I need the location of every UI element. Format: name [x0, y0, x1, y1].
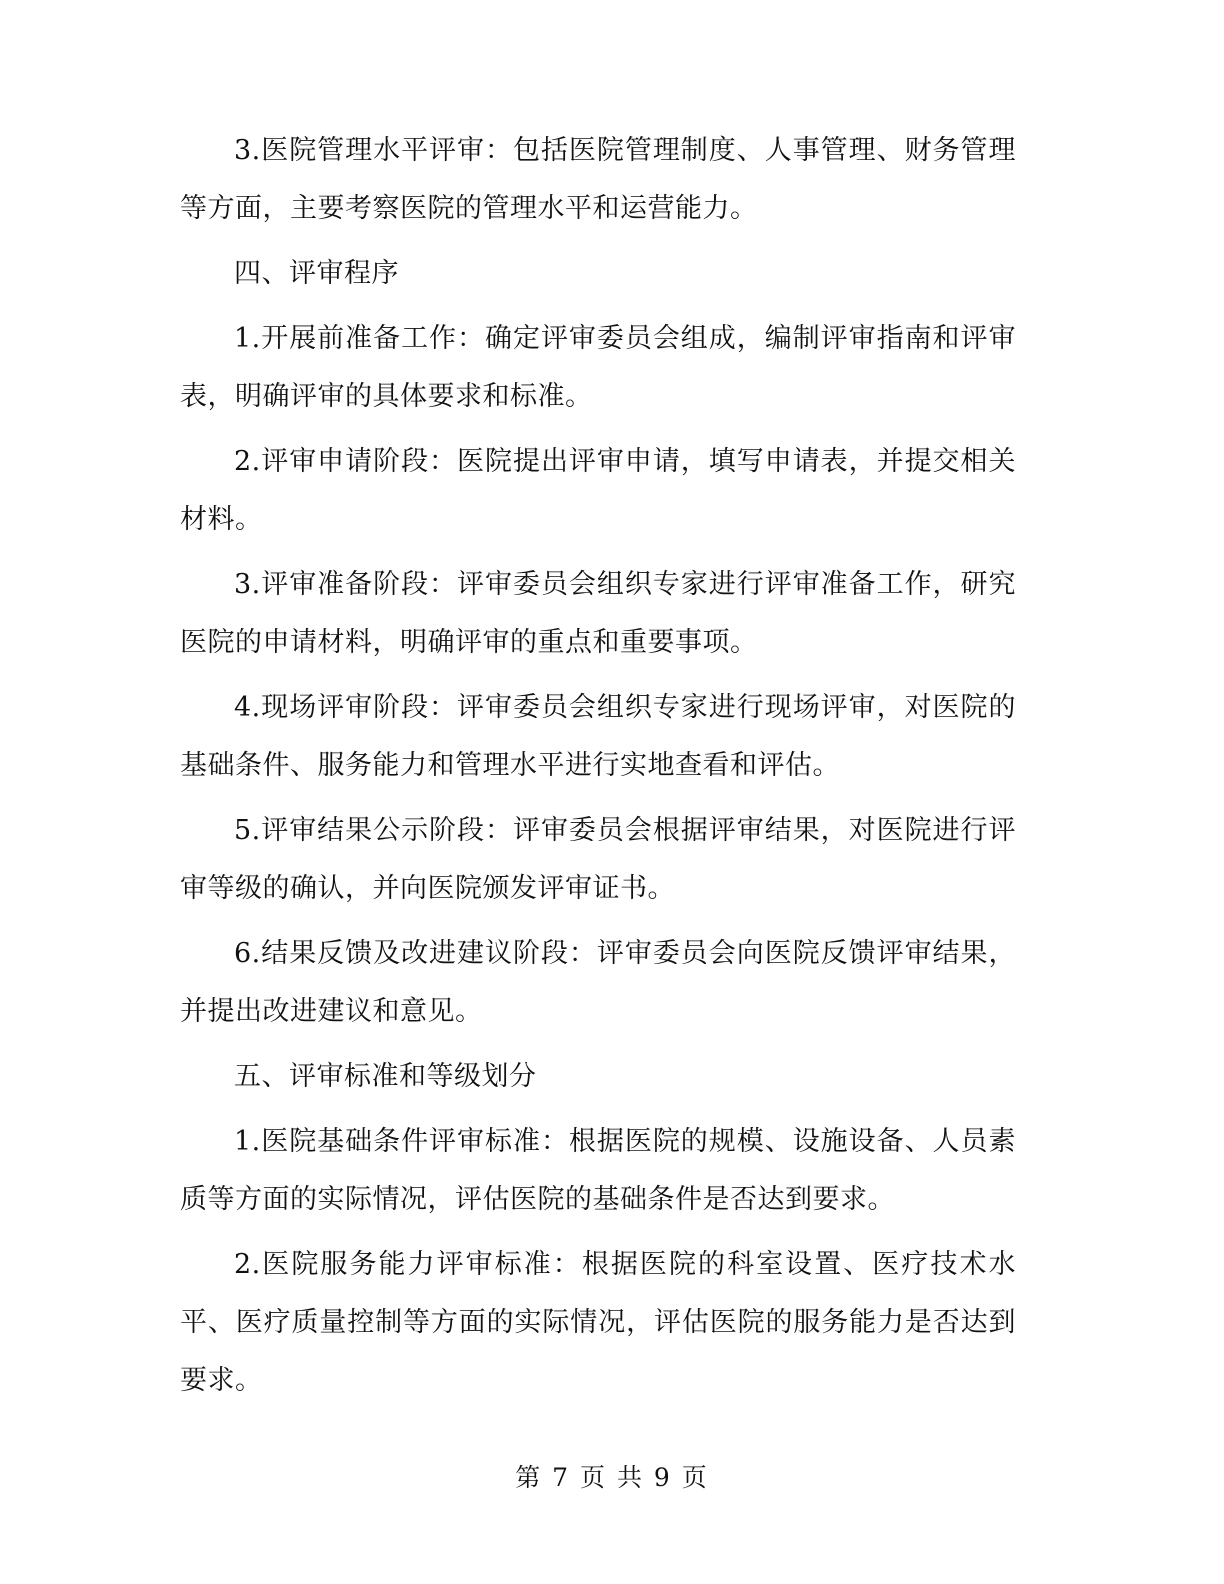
paragraph-preparation: 1.开展前准备工作：确定评审委员会组成，编制评审指南和评审表，明确评审的具体要求和标准。: [180, 323, 1016, 412]
paragraph-result-publicity-stage: 5.评审结果公示阶段：评审委员会根据评审结果，对医院进行评审等级的确认，并向医院颁发评审证书。: [180, 815, 1016, 904]
paragraph-basic-conditions-standard: 1.医院基础条件评审标准：根据医院的规模、设施设备、人员素质等方面的实际情况，评估医院的基础条件是否达到要求。: [180, 1126, 1016, 1215]
paragraph-feedback-stage: 6.结果反馈及改进建议阶段：评审委员会向医院反馈评审结果，并提出改进建议和意见。: [180, 938, 1016, 1027]
section-heading-review-procedure: 四、评审程序: [234, 258, 399, 289]
paragraph-service-capability-standard: 2.医院服务能力评审标准：根据医院的科室设置、医疗技术水平、医疗质量控制等方面的实际情况，评估医院的服务能力是否达到要求。: [180, 1249, 1016, 1396]
page-number-footer: 第 7 页 共 9 页: [515, 1463, 709, 1492]
section-heading-standards-grading: 五、评审标准和等级划分: [234, 1061, 537, 1092]
paragraph-management-review: 3.医院管理水平评审：包括医院管理制度、人事管理、财务管理等方面，主要考察医院的管理水平和运营能力。: [180, 135, 1016, 224]
paragraph-review-preparation-stage: 3.评审准备阶段：评审委员会组织专家进行评审准备工作，研究医院的申请材料，明确评审的重点和重要事项。: [180, 569, 1016, 658]
paragraph-application-stage: 2.评审申请阶段：医院提出评审申请，填写申请表，并提交相关材料。: [180, 446, 1016, 535]
document-body: [180, 122, 1016, 1417]
paragraph-onsite-review-stage: 4.现场评审阶段：评审委员会组织专家进行现场评审，对医院的基础条件、服务能力和管理水平进行实地查看和评估。: [180, 692, 1016, 781]
